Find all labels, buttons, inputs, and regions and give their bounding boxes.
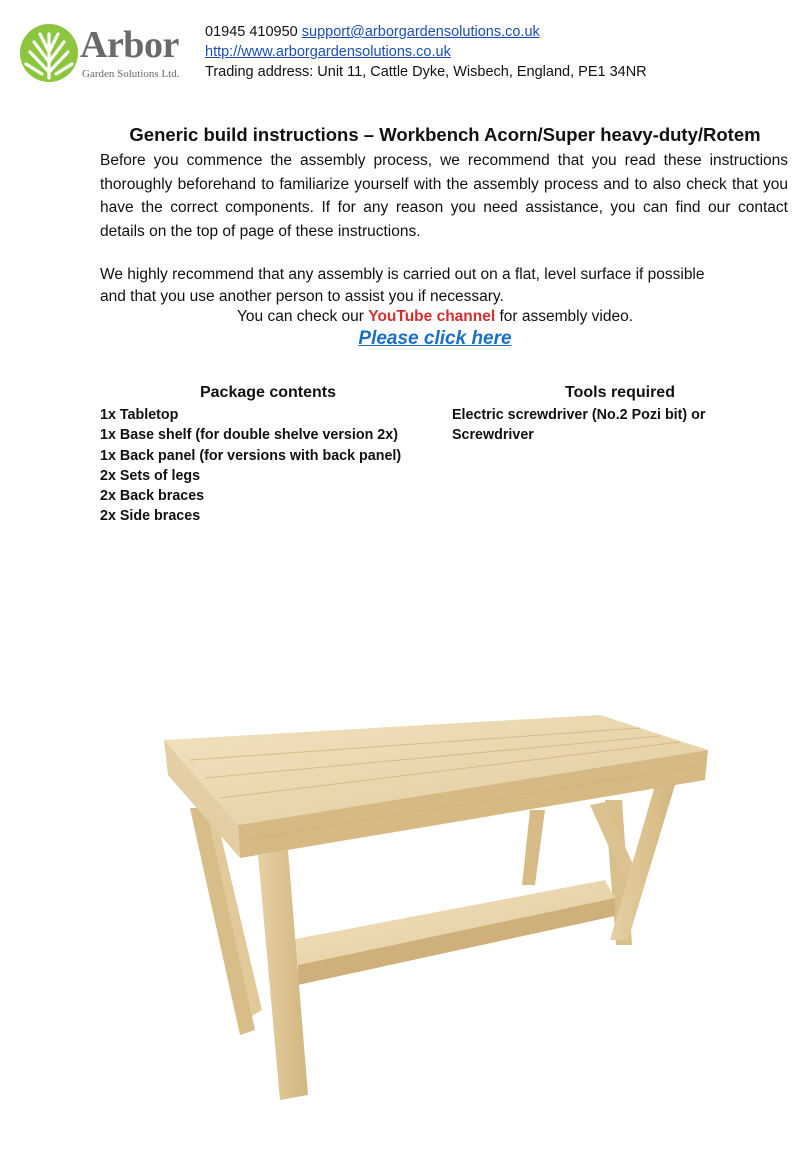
list-item: 2x Sets of legs — [100, 467, 201, 484]
tools-required-heading: Tools required — [565, 384, 675, 401]
logo-subtitle: Garden Solutions Ltd. — [82, 68, 180, 80]
phone-number: 01945 410950 — [205, 24, 298, 40]
back-left-leg — [522, 810, 545, 885]
email-link[interactable]: support@arborgardensolutions.co.uk — [301, 24, 540, 40]
contact-line-2 — [205, 42, 647, 62]
website-link[interactable]: http://www.arborgardensolutions.co.uk — [205, 44, 451, 60]
recommendation-line-1: We highly recommend that any assembly is carried out on a flat, level surface if possible — [100, 266, 705, 283]
contact-line-1 — [205, 22, 647, 42]
youtube-channel-link[interactable]: YouTube channel — [368, 308, 496, 325]
logo-wordmark: Arbor — [80, 24, 179, 66]
video-link[interactable]: Please click here — [358, 328, 512, 349]
list-item: 1x Back panel (for versions with back panel) — [100, 447, 402, 464]
youtube-line — [100, 308, 770, 326]
intro-paragraph: Before you commence the assembly process, we recommend that you read these instructions thoroughly beforehand to familiarize yourself with the assembly process and to also check that you have the correct components. If for any reason you need assistance, you can find our contact details on the top of page of these instructions. — [100, 152, 788, 240]
list-item: Screwdriver — [452, 427, 534, 444]
company-logo — [18, 22, 190, 86]
youtube-suffix: for assembly video. — [499, 308, 633, 325]
youtube-prefix: You can check our — [236, 308, 364, 325]
trading-address: Trading address: Unit 11, Cattle Dyke, Wisbech, England, PE1 34NR — [205, 64, 647, 80]
list-item: 2x Back braces — [100, 488, 205, 505]
document-title: Generic build instructions – Workbench Acorn/Super heavy-duty/Rotem — [129, 124, 761, 145]
list-item: 2x Side braces — [100, 508, 201, 525]
list-item: Electric screwdriver (No.2 Pozi bit) or — [452, 407, 706, 423]
contact-block — [205, 22, 647, 82]
list-item: 1x Base shelf (for double shelve version 2x) — [100, 427, 398, 444]
recommendation-paragraph — [100, 264, 790, 308]
package-contents-list — [100, 405, 401, 527]
tools-required-list — [452, 405, 705, 446]
leaf-logo-icon — [18, 22, 80, 84]
workbench-photo — [150, 690, 730, 1120]
page-header — [18, 18, 798, 88]
package-contents-heading: Package contents — [199, 384, 337, 401]
recommendation-line-2: and that you use another person to assist you if necessary. — [100, 288, 504, 305]
list-item: 1x Tabletop — [100, 407, 179, 423]
